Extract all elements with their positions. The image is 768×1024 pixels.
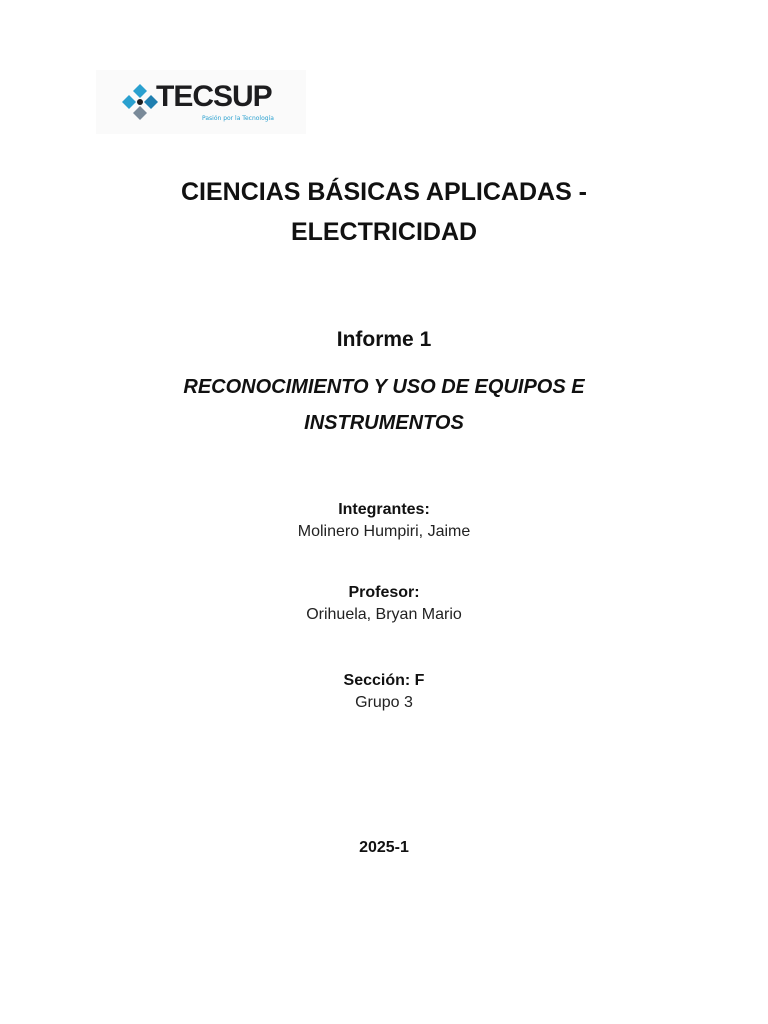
tecsup-logo (96, 70, 306, 134)
logo-wordmark: TECSUP (156, 80, 272, 113)
members-label: Integrantes: (338, 501, 430, 518)
members-value: Molinero Humpiri, Jaime (297, 523, 471, 540)
report-subtitle-line-2: INSTRUMENTOS (304, 412, 464, 434)
section-label: Sección: F (343, 672, 425, 689)
course-title (0, 172, 768, 252)
course-title-line-2: ELECTRICIDAD (290, 218, 478, 246)
report-subtitle (0, 369, 768, 441)
academic-period: 2025-1 (359, 839, 409, 856)
course-title-line-1: CIENCIAS BÁSICAS APLICADAS - (180, 178, 588, 206)
tecsup-emblem-icon (120, 82, 160, 122)
report-number: Informe 1 (336, 328, 432, 351)
group-value: Grupo 3 (355, 694, 413, 711)
logo-tagline: Pasión por la Tecnología (202, 115, 274, 122)
professor-section (0, 582, 768, 626)
section-info (0, 670, 768, 714)
report-subtitle-line-1: RECONOCIMIENTO Y USO DE EQUIPOS E (183, 376, 585, 398)
members-section (0, 499, 768, 543)
professor-label: Profesor: (348, 584, 420, 601)
professor-value: Orihuela, Bryan Mario (306, 606, 462, 623)
